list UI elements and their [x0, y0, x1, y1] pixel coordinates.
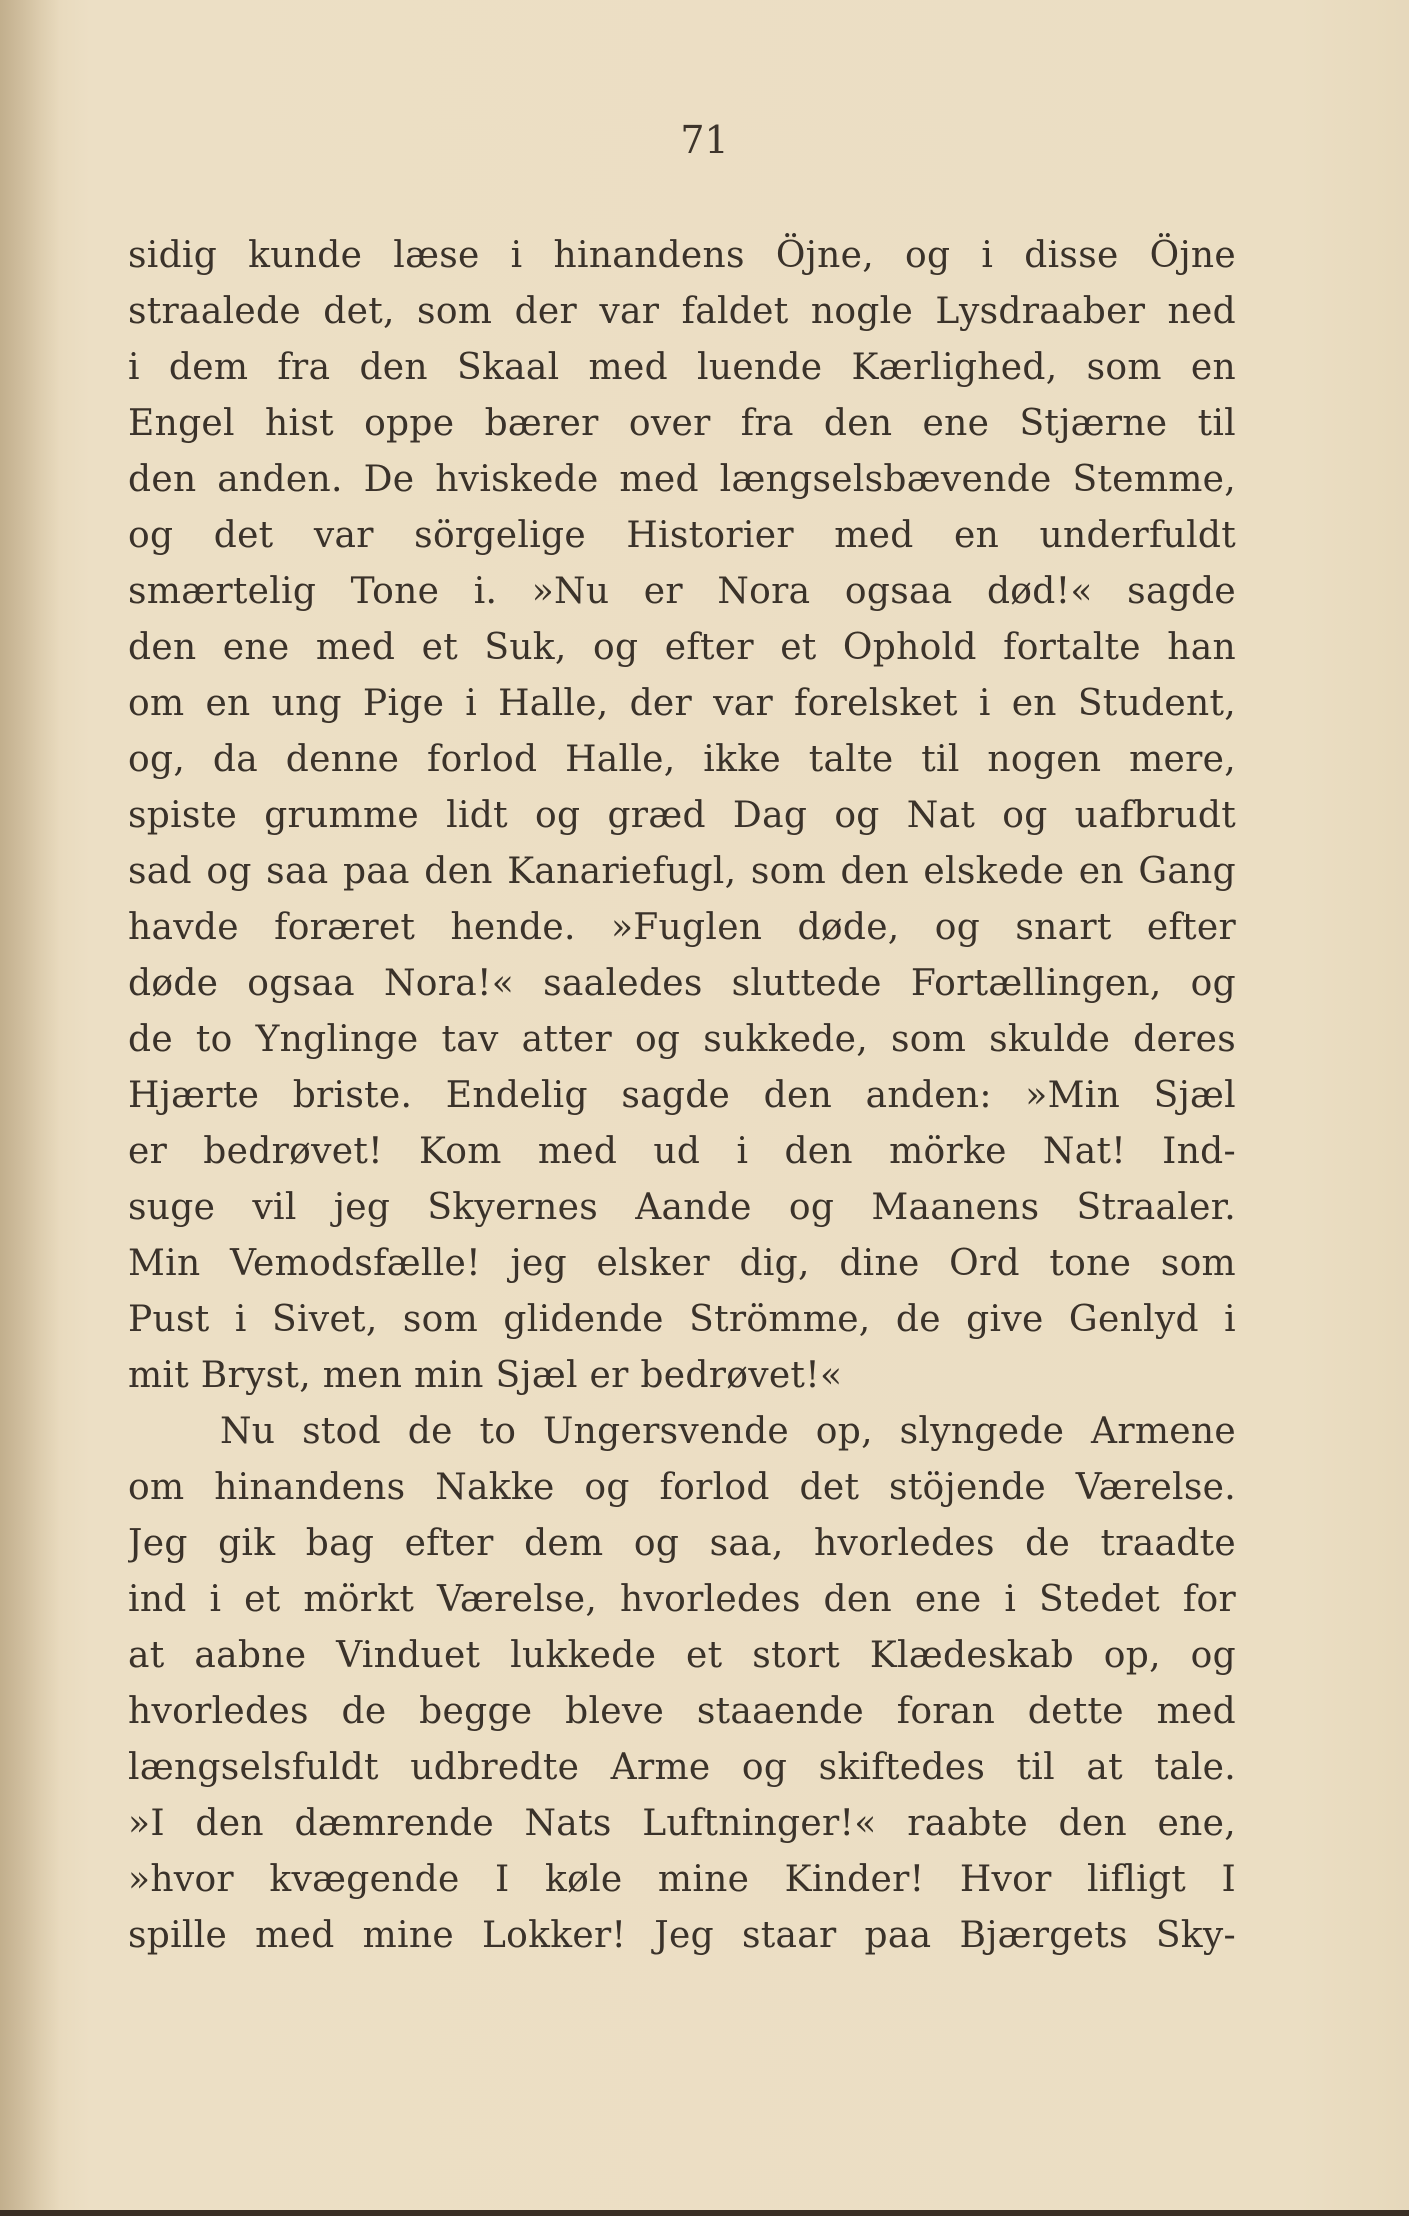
text-line-21: mit Bryst, men min Sjæl er bedrøvet!«: [128, 1355, 843, 1396]
text-line-9: om en ung Pige i Halle, der var forelsket i en Student,: [128, 683, 1236, 724]
text-line-4: Engel hist oppe bærer over fra den ene Stjærne til: [128, 403, 1236, 444]
text-line-27: hvorledes de begge bleve staaende foran dette med: [128, 1691, 1236, 1732]
text-line-25: ind i et mörkt Værelse, hvorledes den ene i Stedet for: [128, 1579, 1236, 1620]
text-line-26: at aabne Vinduet lukkede et stort Klædeskab op, og: [128, 1635, 1236, 1676]
binding-shadow: [0, 0, 60, 2216]
text-line-23: om hinandens Nakke og forlod det stöjende Værelse.: [128, 1467, 1236, 1508]
text-line-7: smærtelig Tone i. »Nu er Nora ogsaa død!« sagde: [128, 571, 1236, 612]
text-line-5: den anden. De hviskede med længselsbævende Stemme,: [128, 459, 1236, 500]
text-line-10: og, da denne forlod Halle, ikke talte til nogen mere,: [128, 739, 1236, 780]
text-line-15: de to Ynglinge tav atter og sukkede, som skulde deres: [128, 1019, 1236, 1060]
page-bottom-edge: [0, 2210, 1409, 2216]
page-number: 71: [680, 118, 729, 162]
text-line-2: straalede det, som der var faldet nogle Lysdraaber ned: [128, 291, 1236, 332]
text-line-3: i dem fra den Skaal med luende Kærlighed, som en: [128, 347, 1236, 388]
text-line-24: Jeg gik bag efter dem og saa, hvorledes de traadte: [128, 1523, 1236, 1564]
text-line-12: sad og saa paa den Kanariefugl, som den elskede en Gang: [128, 851, 1236, 892]
text-line-28: længselsfuldt udbredte Arme og skiftedes til at tale.: [128, 1747, 1236, 1788]
body-text: [128, 228, 1236, 1964]
text-line-14: døde ogsaa Nora!« saaledes sluttede Fortællingen, og: [128, 963, 1236, 1004]
text-line-17: er bedrøvet! Kom med ud i den mörke Nat! Ind-: [128, 1131, 1236, 1172]
text-line-13: havde foræret hende. »Fuglen døde, og snart efter: [128, 907, 1236, 948]
text-line-18: suge vil jeg Skyernes Aande og Maanens Straaler.: [128, 1187, 1236, 1228]
text-line-31: spille med mine Lokker! Jeg staar paa Bjærgets Sky-: [128, 1915, 1236, 1956]
text-line-6: og det var sörgelige Historier med en underfuldt: [128, 515, 1236, 556]
text-line-20: Pust i Sivet, som glidende Strömme, de give Genlyd i: [128, 1299, 1236, 1340]
text-line-22: Nu stod de to Ungersvende op, slyngede Armene: [220, 1411, 1236, 1452]
text-line-11: spiste grumme lidt og græd Dag og Nat og uafbrudt: [128, 795, 1236, 836]
text-line-1: sidig kunde læse i hinandens Öjne, og i disse Öjne: [128, 235, 1236, 276]
text-line-8: den ene med et Suk, og efter et Ophold fortalte han: [128, 627, 1236, 668]
text-line-19: Min Vemodsfælle! jeg elsker dig, dine Ord tone som: [128, 1243, 1236, 1284]
text-line-16: Hjærte briste. Endelig sagde den anden: »Min Sjæl: [128, 1075, 1236, 1116]
text-line-30: »hvor kvægende I køle mine Kinder! Hvor lifligt I: [128, 1859, 1236, 1900]
text-line-29: »I den dæmrende Nats Luftninger!« raabte den ene,: [128, 1803, 1236, 1844]
